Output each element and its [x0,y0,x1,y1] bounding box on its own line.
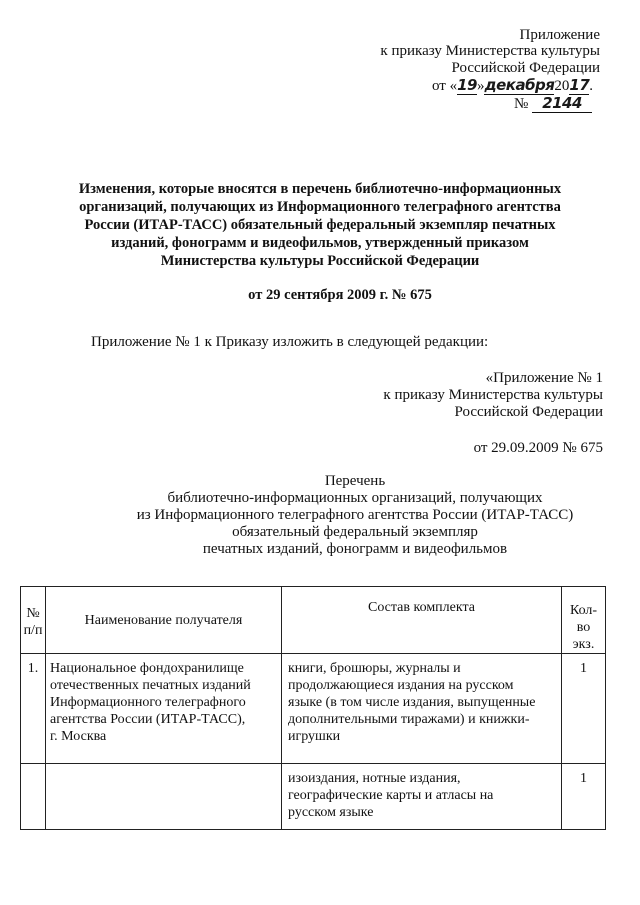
list-title-line: из Информационного телеграфного агентства России (ИТАР-ТАСС) [136,507,574,523]
title-line: Министерства культуры Российской Федерации [160,253,480,269]
list-title-line: библиотечно-информационных организаций, получающих [167,490,543,506]
row-name-line: отечественных печатных изданий [50,678,251,693]
row-qty [562,764,606,830]
row-content-line: игрушки [288,729,341,744]
row-name-line: Информационного телеграфного [50,695,246,710]
inner-to-order: к приказу Министерства культуры [383,387,603,403]
inner-date: от 29.09.2009 № 675 [473,440,603,456]
date-month-handwritten: декабря [484,76,555,94]
date-period: . [589,78,594,94]
row-name [46,654,282,764]
inner-appendix: «Приложение № 1 [485,370,603,386]
list-heading: Перечень [324,473,386,489]
title-line: России (ИТАР-ТАСС) обязательный федеральный экземпляр печатных [84,217,556,233]
row-content-line: книги, брошюры, журналы и [288,661,461,676]
row-content-line: языке (в том числе издания, выпущенные [288,695,536,710]
row-content-line: географические карты и атласы на [288,788,494,803]
title-line: организаций, получающих из Информационного телеграфного агентства [79,199,561,215]
date-quote-close: » [476,78,485,94]
date-year-prefix: 20 [554,78,570,94]
row-content-line: изоиздания, нотные издания, [288,771,461,786]
header-qty-line: Кол- [569,603,598,618]
row-content [282,764,562,830]
header-appendix: Приложение [519,27,600,43]
number-handwritten: 2144 [532,95,592,113]
row-qty-value: 1 [580,771,587,786]
list-title-line: обязательный федеральный экземпляр [232,524,478,540]
header-name [46,587,282,654]
recipients-table [20,586,606,830]
row-qty-value: 1 [580,661,587,676]
date-day-handwritten: 19 [457,76,477,94]
table-header-row [21,587,606,654]
header-federation: Российской Федерации [451,60,600,76]
row-num [21,764,46,830]
header-qty [562,587,606,654]
row-name-line: агентства России (ИТАР-ТАСС), [50,712,246,727]
header-qty-line: экз. [572,637,595,652]
header-content [282,587,562,654]
row-num-value: 1. [27,661,39,676]
row-content-line: дополнительными тиражами) и книжки- [288,712,530,727]
date-prefix: от « [432,78,458,94]
row-content-line: продолжающиеся издания на русском [288,678,514,693]
row-name-line: Национальное фондохранилище [50,661,244,676]
title-line: изданий, фонограмм и видеофильмов, утвержденный приказом [111,235,529,251]
date-year-handwritten: 17 [569,76,590,94]
header-name-label: Наименование получателя [84,612,243,628]
list-title [20,473,640,558]
header-num-line: п/п [23,623,43,638]
row-num [21,654,46,764]
header-to-order: к приказу Министерства культуры [380,43,600,59]
inner-federation: Российской Федерации [454,404,603,420]
instruction-text: Приложение № 1 к Приказу изложить в следующей редакции: [91,334,489,350]
number-prefix: № [514,96,529,112]
row-qty [562,654,606,764]
row-name-line: г. Москва [50,729,107,744]
document-title [0,180,640,270]
header-date [432,77,593,95]
title-line: Изменения, которые вносятся в перечень библиотечно-информационных [78,181,562,197]
title-date-line: от 29 сентября 2009 г. № 675 [248,287,432,303]
header-qty-line: во [576,620,591,635]
header-num-line: № [26,606,40,621]
table-row [21,764,606,830]
table-row [21,654,606,764]
list-title-line: печатных изданий, фонограмм и видеофильмов [202,541,508,557]
header-content-label: Состав комплекта [367,600,475,615]
row-content-line: русском языке [288,805,374,820]
row-content [282,654,562,764]
header-number [514,95,592,113]
header-num [21,587,46,654]
row-name [46,764,282,830]
